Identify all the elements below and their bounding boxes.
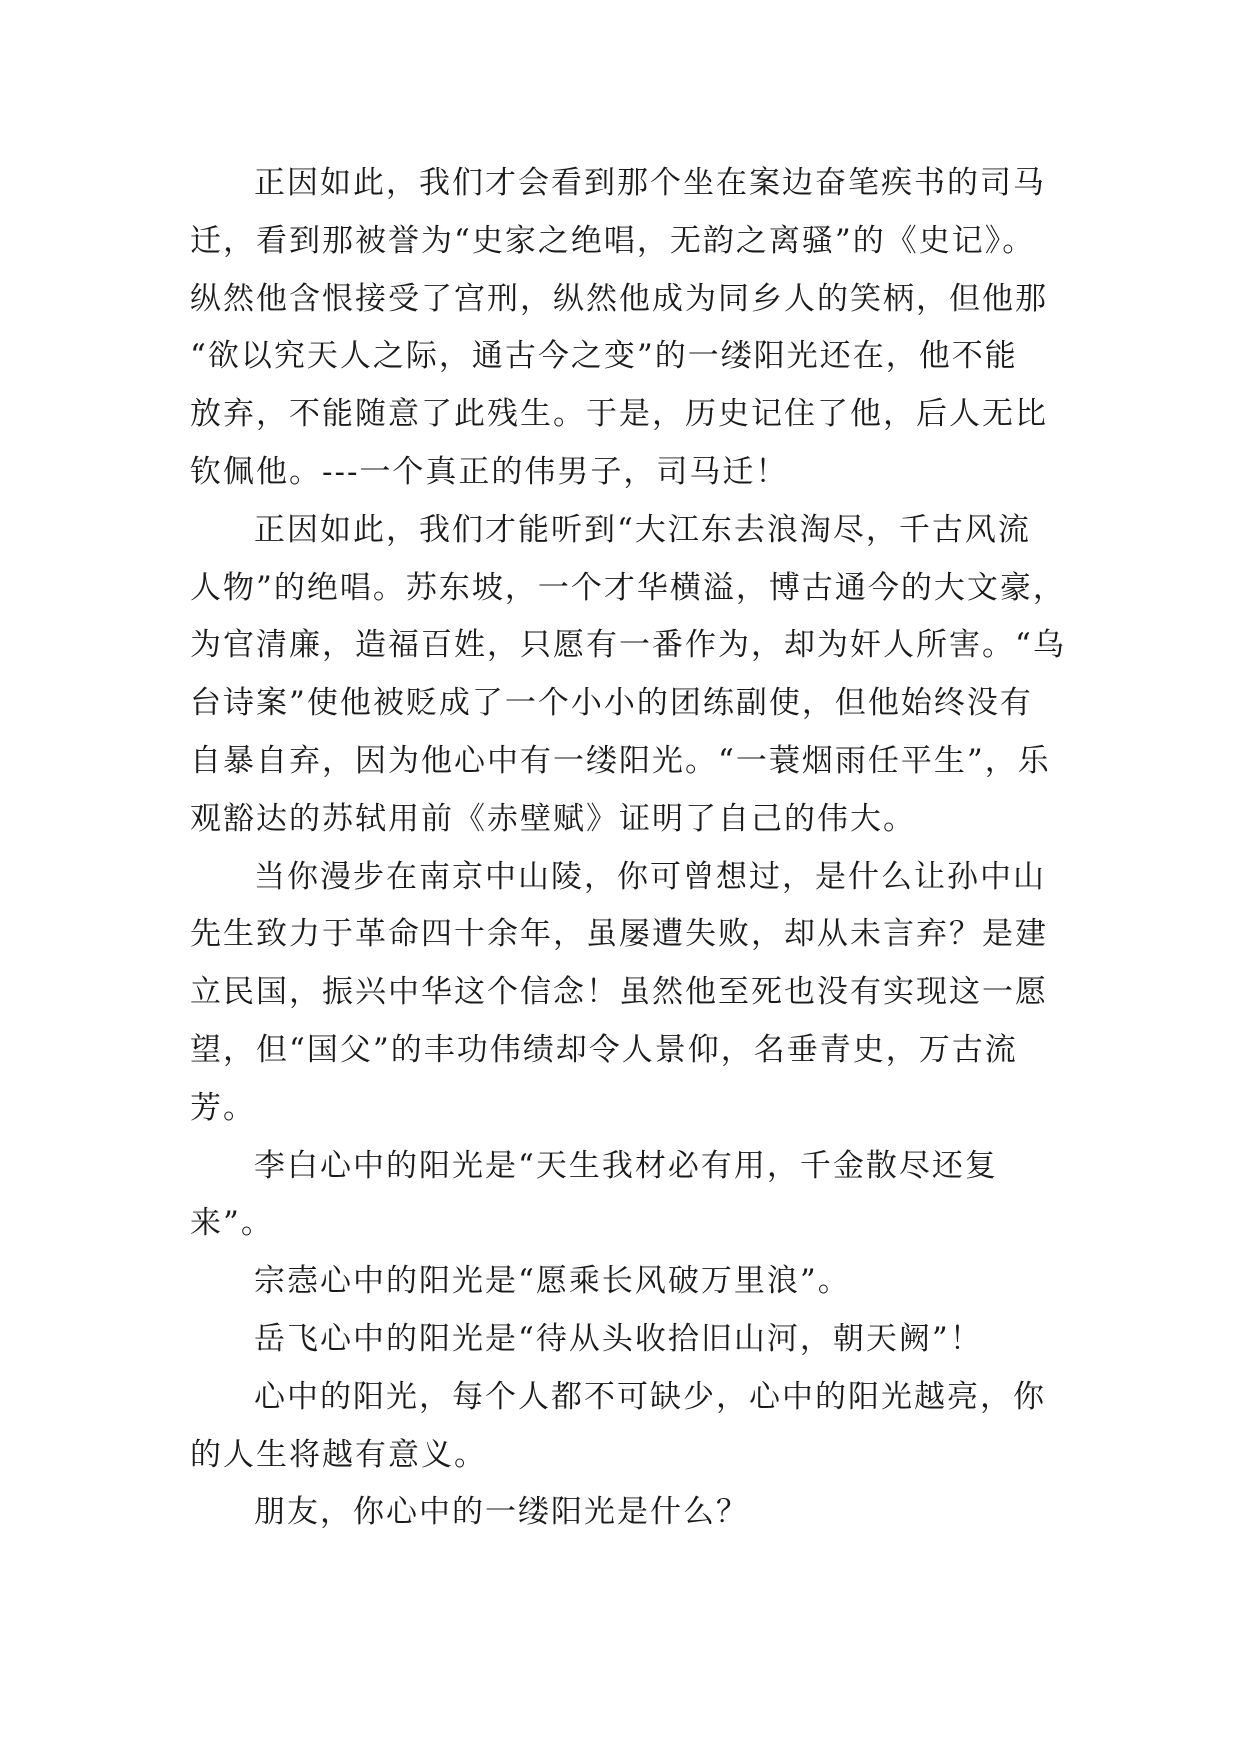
text-line: 心中的阳光，每个人都不可缺少，心中的阳光越亮，你 bbox=[254, 1378, 1046, 1415]
text-line: 宗悫心中的阳光是“愿乘长风破万里浪”。 bbox=[254, 1263, 851, 1300]
text-line: “欲以究天人之际，通古今之变”的一缕阳光还在，他不能 bbox=[190, 338, 1018, 375]
text-line: 放弃，不能随意了此残生。于是，历史记住了他，后人无比 bbox=[190, 396, 1048, 433]
text-line: 台诗案”使他被贬成了一个小小的团练副使，但他始终没有 bbox=[190, 685, 1033, 722]
text-line: 李白心中的阳光是“天生我材必有用，千金散尽还复 bbox=[254, 1147, 998, 1184]
text-line: 纵然他含恨接受了宫刑，纵然他成为同乡人的笑柄，但他那 bbox=[190, 280, 1048, 317]
text-line: 当你漫步在南京中山陵，你可曾想过，是什么让孙中山 bbox=[254, 858, 1046, 895]
text-line: 自暴自弃，因为他心中有一缕阳光。“一蓑烟雨任平生”，乐 bbox=[190, 742, 1051, 779]
text-line: 芳。 bbox=[190, 1089, 256, 1126]
document-body bbox=[190, 155, 1070, 1542]
text-line: 正因如此，我们才会看到那个坐在案边奋笔疾书的司马 bbox=[254, 165, 1046, 201]
text-line: 迁，看到那被誉为“史家之绝唱，无韵之离骚”的《史记》。 bbox=[190, 222, 1036, 259]
text-line: 人物”的绝唱。苏东坡，一个才华横溢，博古通今的大文豪， bbox=[190, 569, 1066, 606]
text-line: 岳飞心中的阳光是“待从头收拾旧山河，朝天阙”！ bbox=[254, 1320, 983, 1357]
text-line: 先生致力于革命四十余年，虽屡遭失败，却从未言弃？是建 bbox=[190, 916, 1048, 953]
text-line: 钦佩他。---一个真正的伟男子，司马迁！ bbox=[190, 453, 789, 490]
text-line: 来”。 bbox=[190, 1205, 274, 1242]
text-line: 观豁达的苏轼用前《赤壁赋》证明了自己的伟大。 bbox=[190, 800, 916, 837]
text-line: 立民国，振兴中华这个信念！虽然他至死也没有实现这一愿 bbox=[190, 974, 1048, 1011]
text-line: 正因如此，我们才能听到“大江东去浪淘尽，千古风流 bbox=[254, 511, 1031, 548]
text-line: 望，但“国父”的丰功伟绩却令人景仰，名垂青史，万古流 bbox=[190, 1031, 1018, 1068]
text-line: 朋友，你心中的一缕阳光是什么？ bbox=[254, 1494, 749, 1531]
text-line: 的人生将越有意义。 bbox=[190, 1436, 487, 1473]
text-line: 为官清廉，造福百姓，只愿有一番作为，却为奸人所害。“乌 bbox=[190, 627, 1066, 664]
